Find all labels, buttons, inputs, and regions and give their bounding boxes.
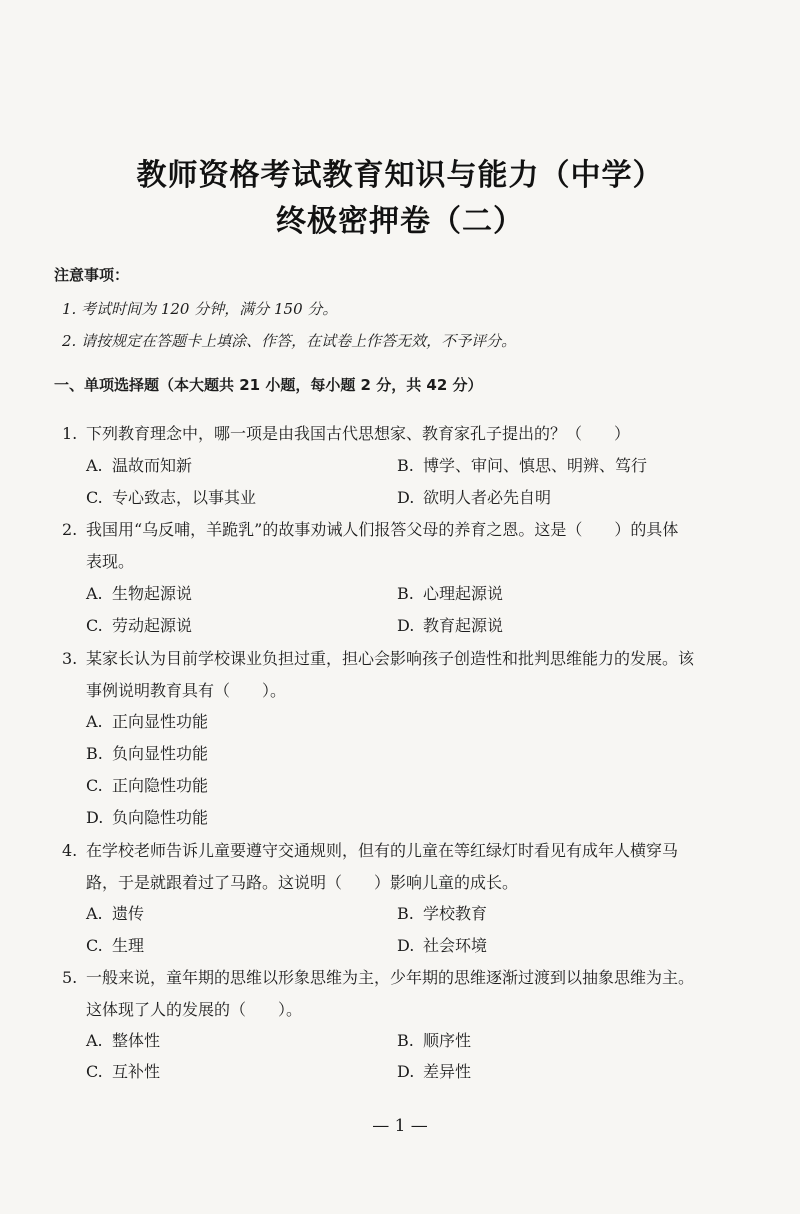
question-5-option-c: C. 互补性	[86, 1062, 161, 1081]
question-number: 5.	[62, 968, 78, 987]
question-4-option-b: B. 学校教育	[397, 904, 488, 923]
question-3-stem	[62, 646, 722, 669]
question-5-option-d: D. 差异性	[397, 1062, 472, 1081]
question-5-stem	[62, 965, 722, 988]
question-number: 2.	[62, 520, 78, 539]
question-text: 我国用“乌反哺，羊跪乳”的故事劝诫人们报答父母的养育之恩。这是（ ）的具体	[86, 520, 679, 539]
question-4-option-c: C. 生理	[86, 936, 145, 955]
question-5-option-a: A. 整体性	[86, 1031, 161, 1050]
question-5-option-b: B. 顺序性	[397, 1031, 472, 1050]
question-1-option-c: C. 专心致志，以事其业	[86, 488, 257, 507]
question-2-option-b: B. 心理起源说	[397, 584, 504, 603]
question-4-stem-cont: 路，于是就跟着过了马路。这说明（ ）影响儿童的成长。	[86, 873, 519, 892]
question-4-stem	[62, 838, 722, 861]
question-2-stem-cont: 表现。	[86, 552, 135, 571]
exam-subtitle: 终极密押卷（二）	[276, 204, 524, 239]
question-3-option-a: A. 正向显性功能	[86, 712, 209, 731]
notice-item: 1. 考试时间为 120 分钟，满分 150 分。	[62, 300, 338, 318]
question-4-option-a: A. 遗传	[86, 904, 145, 923]
exam-title: 教师资格考试教育知识与能力（中学）	[136, 158, 664, 193]
question-1-option-b: B. 博学、审问、慎思、明辨、笃行	[397, 456, 648, 475]
question-text: 下列教育理念中，哪一项是由我国古代思想家、教育家孔子提出的？（ ）	[86, 424, 631, 443]
question-2-option-c: C. 劳动起源说	[86, 616, 193, 635]
question-2-option-d: D. 教育起源说	[397, 616, 504, 635]
question-1-option-a: A. 温故而知新	[86, 456, 193, 475]
question-text: 在学校老师告诉儿童要遵守交通规则，但有的儿童在等红绿灯时看见有成年人横穿马	[86, 841, 679, 860]
question-text: 某家长认为目前学校课业负担过重，担心会影响孩子创造性和批判思维能力的发展。该	[86, 649, 695, 668]
question-1-stem	[62, 421, 722, 444]
question-4-option-d: D. 社会环境	[397, 936, 488, 955]
question-1-option-d: D. 欲明人者必先自明	[397, 488, 552, 507]
section-heading: 一、单项选择题（本大题共 21 小题，每小题 2 分，共 42 分）	[54, 376, 483, 394]
question-number: 1.	[62, 424, 78, 443]
question-text: 一般来说，童年期的思维以形象思维为主，少年期的思维逐渐过渡到以抽象思维为主。	[86, 968, 695, 987]
question-number: 4.	[62, 841, 78, 860]
question-3-option-c: C. 正向隐性功能	[86, 776, 209, 795]
question-number: 3.	[62, 649, 78, 668]
question-3-option-d: D. 负向隐性功能	[86, 808, 209, 827]
question-5-stem-cont: 这体现了人的发展的（ ）。	[86, 1000, 303, 1019]
question-2-stem	[62, 517, 722, 540]
page-number: — 1 —	[372, 1116, 428, 1136]
notice-heading: 注意事项：	[54, 266, 130, 284]
question-2-option-a: A. 生物起源说	[86, 584, 193, 603]
question-3-stem-cont: 事例说明教育具有（ ）。	[86, 681, 287, 700]
question-3-option-b: B. 负向显性功能	[86, 744, 209, 763]
notice-item: 2. 请按规定在答题卡上填涂、作答，在试卷上作答无效，不予评分。	[62, 332, 517, 350]
